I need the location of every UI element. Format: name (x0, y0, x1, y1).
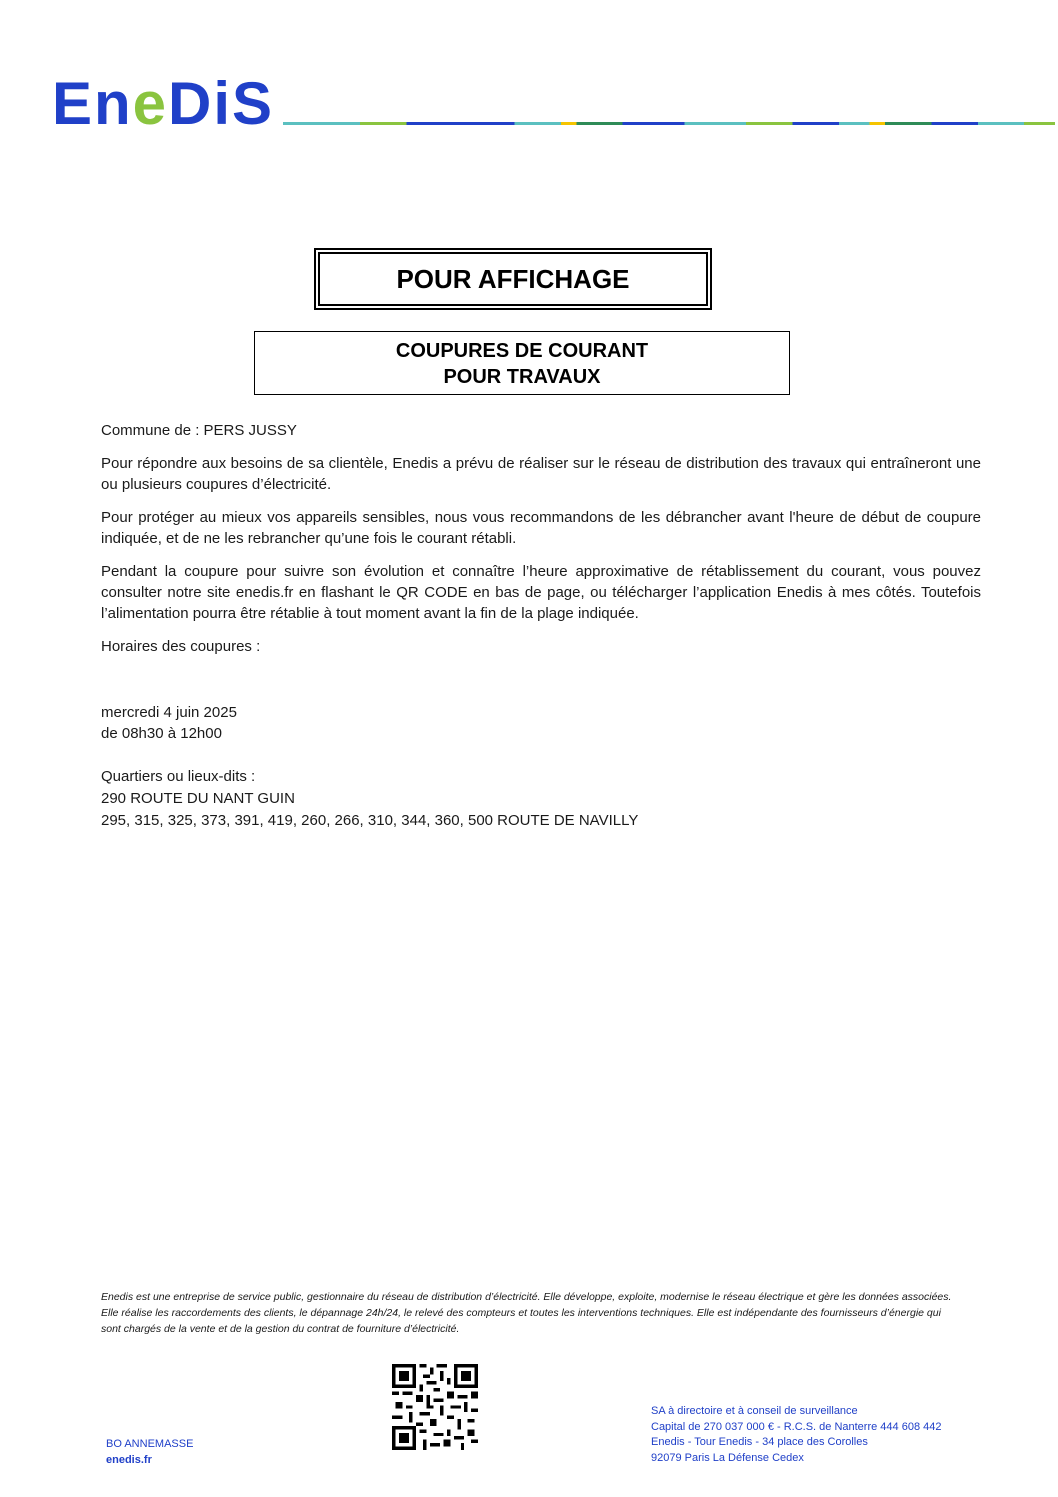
footer-legal-line1: SA à directoire et à conseil de surveillance (651, 1405, 858, 1417)
footer-disclaimer: Enedis est une entreprise de service public, gestionnaire du réseau de distribution d’électricité. Elle développe, exploite, modernise le réseau électrique et gère les données associées. Elle réalise les raccordements des clients, le dépannage 24h/24, le relevé des compteurs et toutes les interventions techniques. Elle est indépendante des fournisseurs d’énergie qui sont chargés de la vente et de la gestion du contrat de fourniture d’électricité. (101, 1291, 952, 1335)
header-divider-line (283, 122, 1055, 125)
qr-code-icon[interactable] (392, 1364, 478, 1450)
enedis-logo (52, 70, 282, 137)
footer-website-link[interactable]: enedis.fr (106, 1454, 152, 1466)
footer-legal-line3: Enedis - Tour Enedis - 34 place des Corolles (651, 1436, 868, 1448)
quartiers-block (101, 766, 638, 832)
pour-affichage-box (318, 252, 708, 306)
logo-part-1: En (52, 70, 133, 137)
commune-line: Commune de : PERS JUSSY (101, 422, 297, 439)
footer-left (106, 1436, 193, 1468)
footer-legal-line2: Capital de 270 037 000 € - R.C.S. de Nanterre 444 608 442 (651, 1420, 942, 1433)
paragraph-2: Pour protéger au mieux vos appareils sensibles, nous vous recommandons de les débrancher avant l'heure de début de coupure indiquée, et de ne les rebrancher qu’une fois le courant rétabli. (101, 509, 981, 547)
footer-legal-line4: 92079 Paris La Défense Cedex (651, 1451, 804, 1464)
schedule-date: mercredi 4 juin 2025 (101, 704, 237, 721)
logo-text (52, 70, 282, 137)
horaires-label: Horaires des coupures : (101, 638, 261, 655)
paragraph-3: Pendant la coupure pour suivre son évolution et connaître l’heure approximative de rétablissement du courant, vous pouvez consulter notre site enedis.fr en flashant le QR CODE en bas de page, ou télécharger l’application Enedis à mes côtés. Toutefois l’alimentation pourra être rétablie à tout moment avant la fin de la plage indiquée. (101, 563, 981, 622)
pour-affichage-title: POUR AFFICHAGE (396, 263, 630, 294)
footer-legal (651, 1404, 941, 1466)
coupures-title-line2: POUR TRAVAUX (443, 366, 601, 388)
quartiers-line-2: 295, 315, 325, 373, 391, 419, 260, 266, 310, 344, 360, 500 ROUTE DE NAVILLY (101, 812, 639, 829)
logo-part-2: e (132, 70, 169, 137)
quartiers-line-1: 290 ROUTE DU NANT GUIN (101, 790, 295, 807)
notice-body (101, 420, 981, 669)
quartiers-label: Quartiers ou lieux-dits : (101, 768, 256, 785)
schedule-time: de 08h30 à 12h00 (101, 725, 222, 742)
coupures-title-box (254, 331, 790, 395)
footer-office: BO ANNEMASSE (106, 1438, 194, 1450)
logo-part-3: DiS (168, 70, 275, 137)
paragraph-1: Pour répondre aux besoins de sa clientèle, Enedis a prévu de réaliser sur le réseau de distribution des travaux qui entraîneront une ou plusieurs coupures d’électricité. (101, 455, 981, 493)
schedule-block (101, 702, 237, 744)
coupures-title-line1: COUPURES DE COURANT (395, 340, 649, 362)
